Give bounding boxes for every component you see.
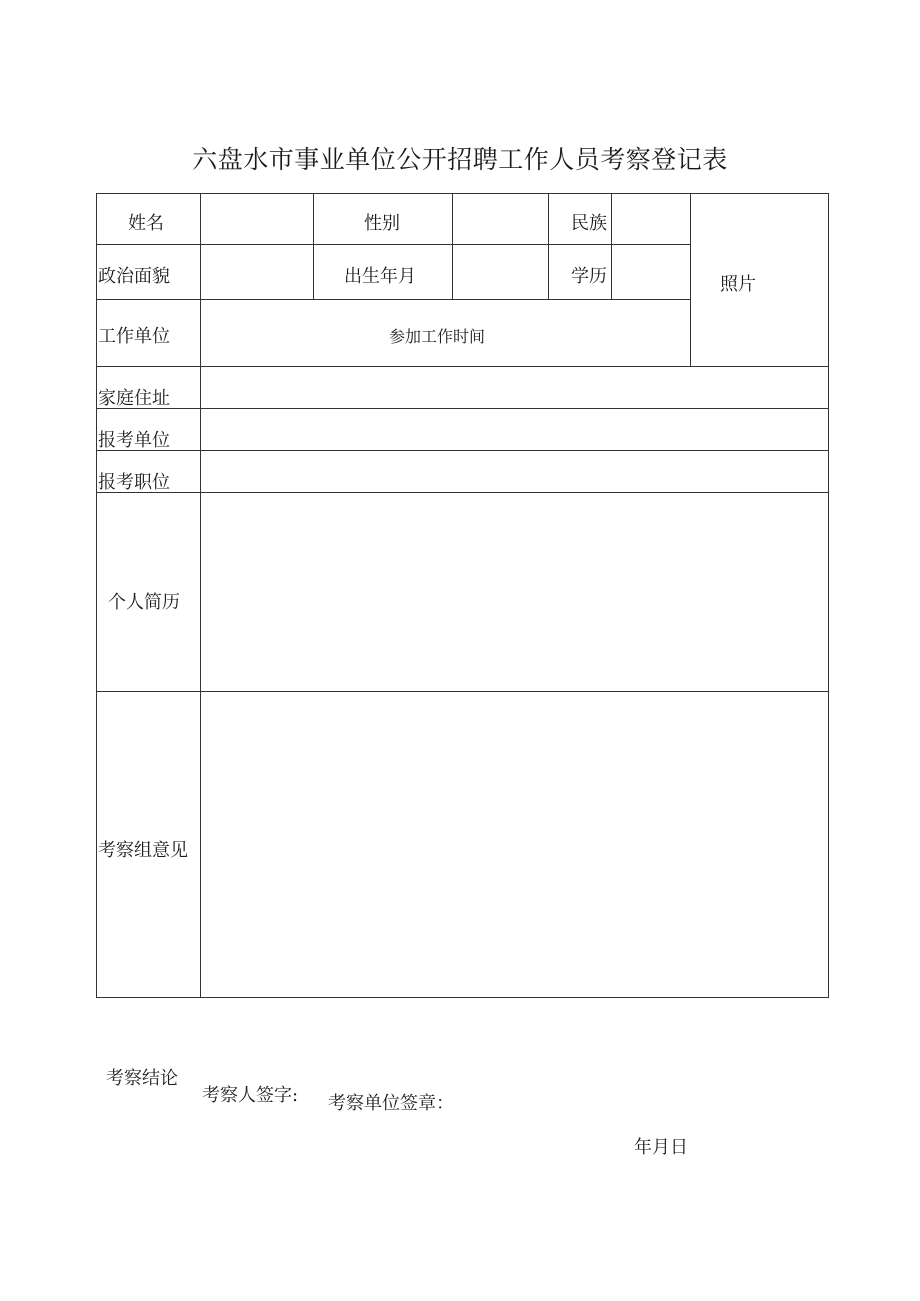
- unit-seal-label: 考察单位签章：: [328, 1093, 454, 1114]
- committee-opinion-field[interactable]: [201, 692, 828, 997]
- education-field[interactable]: [612, 245, 690, 299]
- work-start-field[interactable]: [510, 300, 690, 366]
- gender-label: 性别: [364, 213, 400, 234]
- ethnicity-field[interactable]: [612, 194, 690, 244]
- photo-box[interactable]: [691, 194, 828, 366]
- political-status-label: 政治面貌: [98, 266, 170, 287]
- birth-field[interactable]: [453, 245, 548, 299]
- work-start-label: 参加工作时间: [389, 327, 486, 346]
- political-status-field[interactable]: [201, 245, 313, 299]
- resume-field[interactable]: [201, 493, 828, 691]
- home-address-label: 家庭住址: [98, 388, 170, 409]
- inspector-signature-label: 考察人签字:: [202, 1085, 299, 1106]
- applied-unit-field[interactable]: [201, 409, 828, 450]
- work-unit-field[interactable]: [201, 300, 381, 366]
- work-unit-label: 工作单位: [98, 326, 170, 347]
- page-title: 六盘水市事业单位公开招聘工作人员考察登记表: [192, 145, 728, 174]
- applied-position-field[interactable]: [201, 451, 828, 492]
- conclusion-label: 考察结论: [106, 1068, 178, 1089]
- birth-label: 出生年月: [344, 266, 416, 287]
- name-label: 姓名: [128, 213, 164, 234]
- applied-unit-label: 报考单位: [98, 430, 170, 451]
- gender-field[interactable]: [453, 194, 548, 244]
- home-address-field[interactable]: [201, 367, 828, 408]
- photo-label: 照片: [720, 274, 756, 295]
- date-label: 年月日: [634, 1137, 688, 1158]
- resume-label: 个人简历: [108, 592, 180, 613]
- ethnicity-label: 民族: [571, 213, 607, 234]
- committee-opinion-label: 考察组意见: [98, 840, 188, 861]
- name-field[interactable]: [201, 194, 313, 244]
- education-label: 学历: [571, 266, 607, 287]
- applied-position-label: 报考职位: [98, 472, 170, 493]
